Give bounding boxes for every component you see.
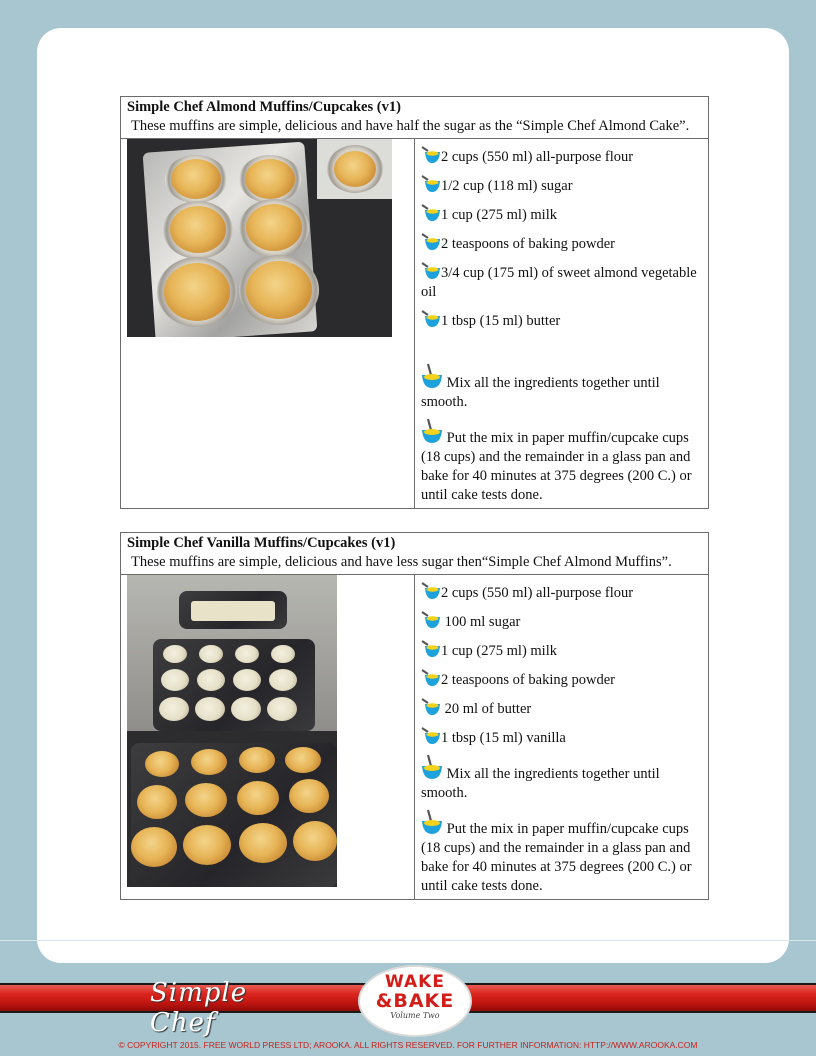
measuring-cup-icon (421, 611, 441, 629)
ingredient-item (421, 175, 702, 196)
step-text: Mix all the ingredients together until smooth. (421, 766, 660, 801)
ingredient-item (421, 146, 702, 167)
mixing-bowl-icon (421, 809, 443, 835)
ingredient-text: 1 tbsp (15 ml) butter (441, 313, 561, 329)
logo-line-3: Volume Two (390, 1011, 440, 1020)
vanilla-muffins-photo (127, 575, 337, 887)
step-text: Put the mix in paper muffin/cupcake cups (18 cups) and the remainder in a glass pan and bake for 40 minutes at 375 degrees (200 C.) or until cake tests done. (421, 821, 692, 894)
ingredient-item (421, 233, 702, 254)
ingredients-cell (415, 139, 709, 509)
wake-and-bake-logo (358, 965, 472, 1037)
measuring-cup-icon (421, 146, 441, 164)
measuring-cup-icon (421, 310, 441, 328)
recipe-title: Simple Chef Vanilla Muffins/Cupcakes (v1) (127, 535, 396, 551)
measuring-cup-icon (421, 640, 441, 658)
ingredient-item (421, 611, 702, 632)
recipe-title: Simple Chef Almond Muffins/Cupcakes (v1) (127, 99, 401, 115)
measuring-cup-icon (421, 698, 441, 716)
instruction-step (421, 754, 702, 803)
measuring-cup-icon (421, 727, 441, 745)
ingredient-item (421, 727, 702, 748)
ingredient-item (421, 262, 702, 302)
divider-line (0, 940, 816, 941)
simple-chef-brand: Simple Chef (150, 978, 248, 1038)
ingredient-text: 2 cups (550 ml) all-purpose flour (441, 149, 634, 165)
ingredient-text: 1 tbsp (15 ml) vanilla (441, 730, 566, 746)
ingredient-text: 1/2 cup (118 ml) sugar (441, 178, 573, 194)
instruction-step (421, 363, 702, 412)
recipe-description: These muffins are simple, delicious and have half the sugar as the “Simple Chef Almond Cake”. (131, 118, 690, 134)
mixing-bowl-icon (421, 363, 443, 389)
ingredient-item (421, 582, 702, 603)
ingredient-text: 100 ml sugar (441, 614, 521, 630)
step-text: Put the mix in paper muffin/cupcake cups (18 cups) and the remainder in a glass pan and bake for 40 minutes at 375 degrees (200 C.) or until cake tests done. (421, 430, 692, 503)
ingredient-item (421, 310, 702, 331)
ingredient-item (421, 669, 702, 690)
measuring-cup-icon (421, 233, 441, 251)
logo-line-2: &BAKE (375, 990, 455, 1012)
measuring-cup-icon (421, 204, 441, 222)
mixing-bowl-icon (421, 754, 443, 780)
step-text: Mix all the ingredients together until smooth. (421, 375, 660, 410)
ingredients-cell (415, 575, 709, 900)
photo-cell (121, 575, 415, 900)
measuring-cup-icon (421, 582, 441, 600)
ingredient-text: 1 cup (275 ml) milk (441, 207, 557, 223)
ingredient-item (421, 640, 702, 661)
ingredient-text: 2 teaspoons of baking powder (441, 236, 615, 252)
ingredient-text: 2 teaspoons of baking powder (441, 672, 615, 688)
instruction-step (421, 809, 702, 896)
photo-cell (121, 139, 415, 509)
instruction-step (421, 418, 702, 505)
logo-line-1: WAKE (385, 972, 445, 992)
measuring-cup-icon (421, 262, 441, 280)
recipe-header (121, 533, 709, 575)
ingredient-text: 20 ml of butter (441, 701, 532, 717)
recipe-table-almond (120, 96, 709, 509)
mixing-bowl-icon (421, 418, 443, 444)
ingredient-text: 1 cup (275 ml) milk (441, 643, 557, 659)
ingredient-text: 2 cups (550 ml) all-purpose flour (441, 585, 634, 601)
recipe-table-vanilla (120, 532, 709, 900)
ingredient-text: 3/4 cup (175 ml) of sweet almond vegetable oil (421, 265, 697, 300)
ingredient-item (421, 698, 702, 719)
recipe-description: These muffins are simple, delicious and have less sugar then“Simple Chef Almond Muffins”. (131, 554, 672, 570)
measuring-cup-icon (421, 175, 441, 193)
ingredient-item (421, 204, 702, 225)
copyright-notice: © COPYRIGHT 2015. FREE WORLD PRESS LTD; AROOKA. ALL RIGHTS RESERVED. FOR FURTHER INFORMATION: HTTP://WWW.AROOKA.COM (118, 1040, 698, 1050)
almond-muffins-photo (127, 139, 392, 337)
measuring-cup-icon (421, 669, 441, 687)
recipe-header (121, 97, 709, 139)
